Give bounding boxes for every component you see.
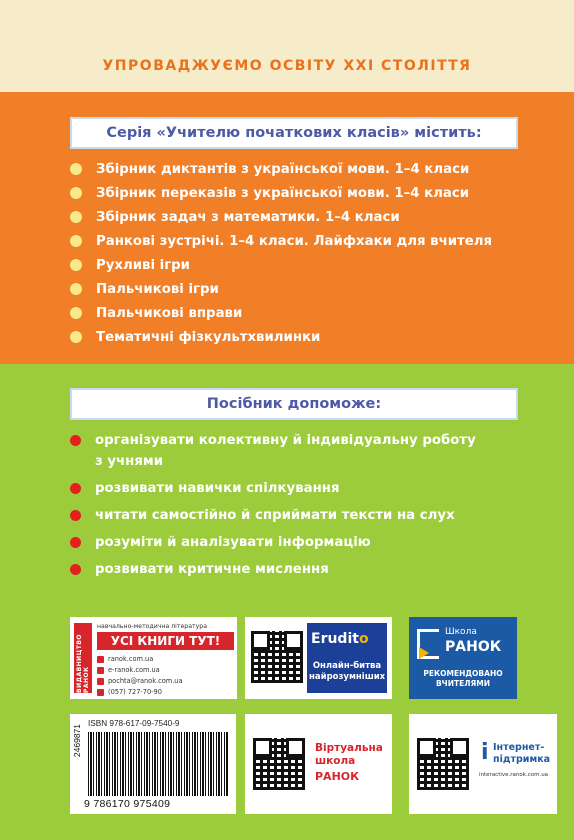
virtual-school-panel[interactable] <box>245 714 392 814</box>
barcode-side-number: 2469871 <box>72 724 82 758</box>
contact-site[interactable]: ranok.com.ua <box>97 655 153 663</box>
arrow-icon <box>419 647 429 659</box>
bullet-dot-icon <box>70 435 81 446</box>
bullet-dot-icon <box>70 235 82 247</box>
contact-eshop[interactable]: e-ranok.com.ua <box>97 666 160 674</box>
barcode-icon <box>88 732 228 796</box>
isbn-text: ISBN 978-617-09-7540-9 <box>88 719 180 728</box>
list-item: розвивати критичне мислення <box>70 559 550 580</box>
ad-subtitle: навчально-методична література <box>97 623 208 630</box>
internet-support-url[interactable]: interactive.ranok.com.ua <box>479 772 549 778</box>
bullet-dot-icon <box>70 331 82 343</box>
mail-icon <box>97 678 104 685</box>
bullet-dot-icon <box>70 564 81 575</box>
ean-number: 9 786170 975409 <box>84 798 171 810</box>
bullet-dot-icon <box>70 510 81 521</box>
cart-icon <box>97 656 104 663</box>
bullet-dot-icon <box>70 483 81 494</box>
bullet-dot-icon <box>70 307 82 319</box>
help-list <box>70 430 550 586</box>
list-item: Збірник переказів з української мови. 1–4 класи <box>70 181 550 205</box>
top-band <box>0 0 574 92</box>
ranok-publisher-logo: ВИДАВНИЦТВО РАНОК <box>74 623 92 693</box>
shkola-label: Школа <box>445 627 477 637</box>
virtual-school-brand: РАНОК <box>315 770 360 783</box>
internet-support-panel[interactable] <box>409 714 557 814</box>
bullet-dot-icon <box>70 187 82 199</box>
internet-support-title: Інтернет-підтримка <box>493 742 551 765</box>
series-heading: Серія «Учителю початкових класів» містить: <box>70 117 518 149</box>
barcode-panel <box>70 714 236 814</box>
help-heading: Посібник допоможе: <box>70 388 518 420</box>
erudit-panel[interactable] <box>245 617 392 699</box>
list-item: організувати колективну й індивідуальну роботу з учнями <box>70 430 550 472</box>
erudit-title: Erudito <box>311 631 369 647</box>
bullet-dot-icon <box>70 283 82 295</box>
qr-code-icon <box>417 738 469 790</box>
bullet-dot-icon <box>70 211 82 223</box>
list-item: розвивати навички спілкування <box>70 478 550 499</box>
list-item: розуміти й аналізувати інформацію <box>70 532 550 553</box>
phone-icon <box>97 689 104 696</box>
list-item: Збірник задач з математики. 1–4 класи <box>70 205 550 229</box>
slogan: УПРОВАДЖУЄМО ОСВІТУ XXI СТОЛІТТЯ <box>102 58 472 74</box>
list-item: Пальчикові ігри <box>70 277 550 301</box>
list-item: читати самостійно й сприймати тексти на слух <box>70 505 550 526</box>
user-icon <box>97 667 104 674</box>
list-item: Ранкові зустрічі. 1–4 класи. Лайфхаки для вчителя <box>70 229 550 253</box>
series-list <box>70 157 550 349</box>
shkola-brand: РАНОК <box>445 639 502 655</box>
contact-phone[interactable]: (057) 727-70-90 <box>97 688 162 696</box>
shkola-ranok-panel <box>409 617 517 699</box>
list-item: Рухливі ігри <box>70 253 550 277</box>
virtual-school-title: Віртуальна школа <box>315 742 383 767</box>
info-icon: i <box>481 740 489 765</box>
bullet-dot-icon <box>70 259 82 271</box>
list-item: Пальчикові вправи <box>70 301 550 325</box>
qr-code-icon <box>253 738 305 790</box>
list-item: Збірник диктантів з української мови. 1–4 класи <box>70 157 550 181</box>
list-item: Тематичні фізкультхвилинки <box>70 325 550 349</box>
contact-email[interactable]: pochta@ranok.com.ua <box>97 677 183 685</box>
erudit-subtitle: Онлайн-битва найрозумніших <box>309 661 386 682</box>
bullet-dot-icon <box>70 163 82 175</box>
bullet-dot-icon <box>70 537 81 548</box>
shkola-tagline: РЕКОМЕНДОВАНО ВЧИТЕЛЯМИ <box>423 669 503 688</box>
ad-headline: УСІ КНИГИ ТУТ! <box>97 632 234 650</box>
ranok-ad-panel <box>70 617 237 699</box>
qr-code-icon <box>251 631 303 683</box>
